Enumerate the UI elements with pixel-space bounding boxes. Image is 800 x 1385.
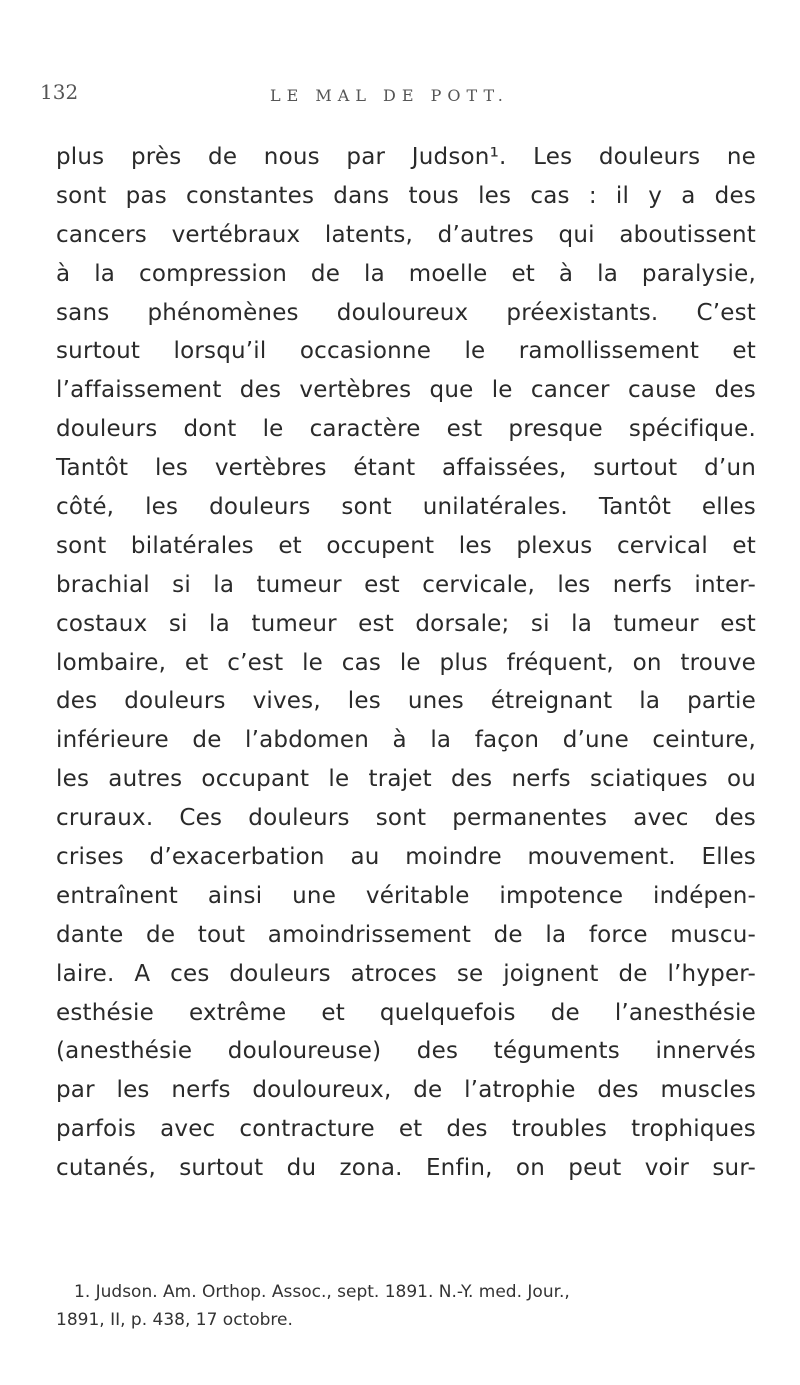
text-line: entraînent ainsi une véritable impotence indépen- <box>56 882 756 909</box>
text-line: cancers vertébraux latents, d’autres qui aboutissent <box>56 221 756 248</box>
text-line: cutanés, surtout du zona. Enfin, on peut voir sur- <box>56 1155 756 1182</box>
text-line: à la compression de la moelle et à la paralysie, <box>56 260 756 287</box>
body-text <box>56 138 756 1188</box>
text-line: des douleurs vives, les unes étreignant la partie <box>56 688 756 715</box>
page-number: 132 <box>40 80 79 104</box>
text-line: douleurs dont le caractère est presque spécifique. <box>56 416 756 443</box>
text-line: Tantôt les vertèbres étant affaissées, surtout d’un <box>56 455 756 482</box>
text-line: surtout lorsqu’il occasionne le ramollissement et <box>56 338 756 365</box>
text-line: les autres occupant le trajet des nerfs sciatiques ou <box>56 766 756 793</box>
text-line: cruraux. Ces douleurs sont permanentes avec des <box>56 805 756 832</box>
footnote-line: 1891, II, p. 438, 17 octobre. <box>56 1310 293 1330</box>
text-line: sont bilatérales et occupent les plexus cervical et <box>56 532 756 559</box>
text-line: sans phénomènes douloureux préexistants. C’est <box>56 299 756 326</box>
text-line: lombaire, et c’est le cas le plus fréquent, on trouve <box>56 649 756 676</box>
footnote-line: 1. Judson. Am. Orthop. Assoc., sept. 1891. N.-Y. med. Jour., <box>74 1282 570 1302</box>
text-line: plus près de nous par Judson¹. Les douleurs ne <box>56 144 756 170</box>
text-line: inférieure de l’abdomen à la façon d’une ceinture, <box>56 727 756 754</box>
text-line: l’affaissement des vertèbres que le cancer cause des <box>56 377 756 404</box>
text-line: costaux si la tumeur est dorsale; si la tumeur est <box>56 610 756 637</box>
text-line: par les nerfs douloureux, de l’atrophie des muscles <box>56 1077 756 1104</box>
text-line: parfois avec contracture et des troubles trophiques <box>56 1116 756 1143</box>
text-line: sont pas constantes dans tous les cas : il y a des <box>56 182 756 209</box>
text-line: côté, les douleurs sont unilatérales. Tantôt elles <box>56 494 756 521</box>
text-line: crises d’exacerbation au moindre mouvement. Elles <box>56 844 756 871</box>
text-line: esthésie extrême et quelquefois de l’anesthésie <box>56 999 756 1026</box>
text-line: brachial si la tumeur est cervicale, les nerfs inter- <box>56 571 756 598</box>
running-head: LE MAL DE POTT. <box>270 86 509 105</box>
text-line: (anesthésie douloureuse) des téguments innervés <box>56 1038 756 1065</box>
text-line: laire. A ces douleurs atroces se joignent de l’hyper- <box>56 960 756 987</box>
footnote <box>56 1278 756 1334</box>
text-line: dante de tout amoindrissement de la force muscu- <box>56 921 756 948</box>
